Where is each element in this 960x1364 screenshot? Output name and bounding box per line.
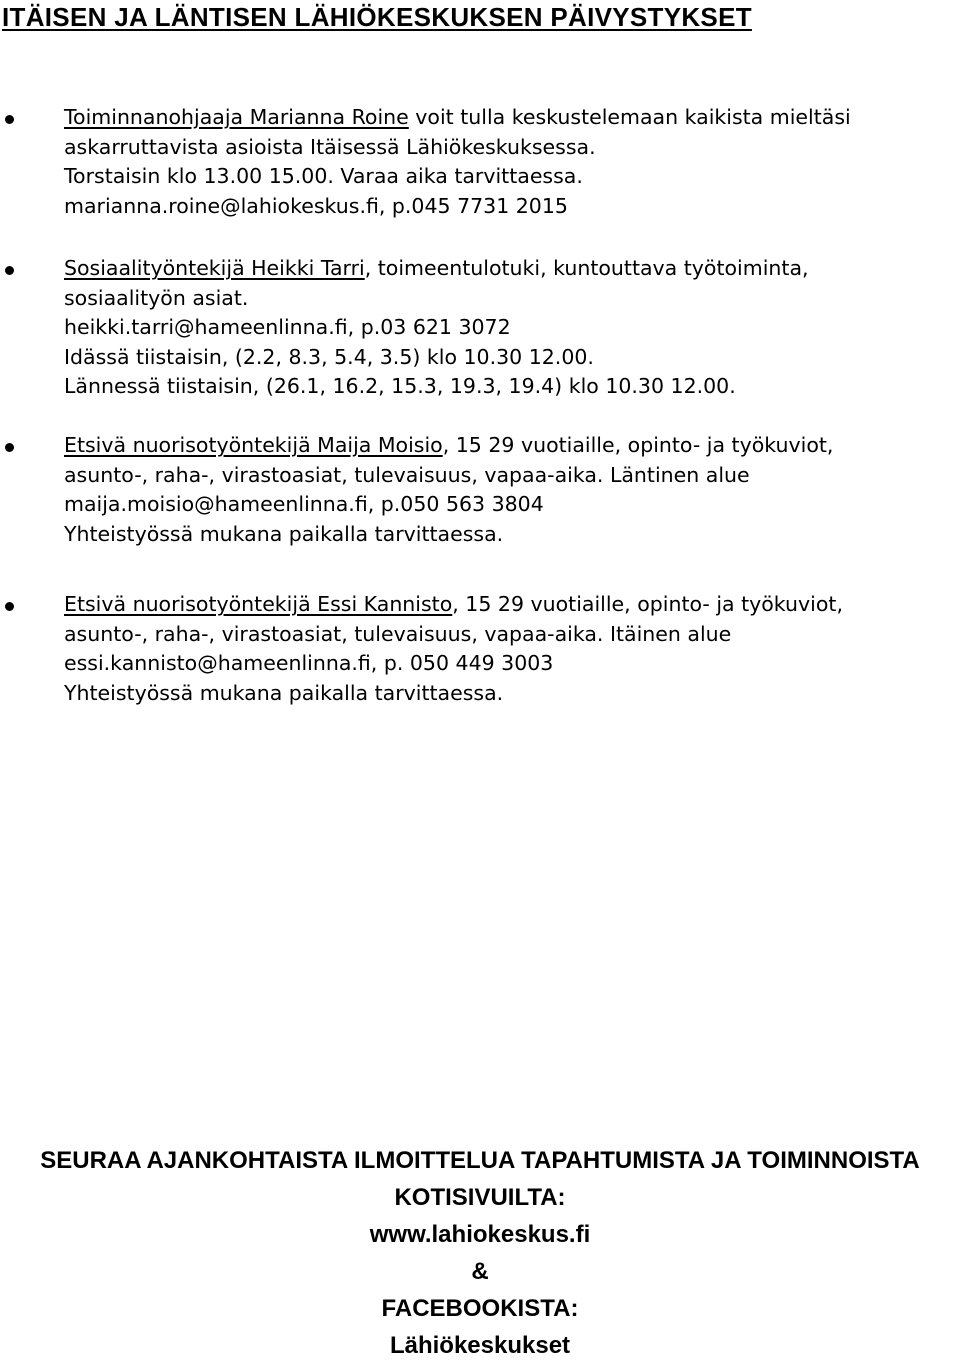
entry-text: [64, 254, 954, 402]
entry-line: Yhteistyössä mukana paikalla tarvittaessa.: [64, 521, 504, 546]
entry-description: , 15 29 vuotiaille, opinto- ja työkuviot,: [442, 433, 834, 457]
page-title: ITÄISEN JA LÄNTISEN LÄHIÖKESKUKSEN PÄIVYSTYKSET: [2, 2, 752, 32]
footer-heading: FACEBOOKISTA:: [381, 1295, 579, 1322]
entry-line: [64, 590, 954, 620]
footer: [0, 1142, 960, 1364]
entry-description: , 15 29 vuotiaille, opinto- ja työkuviot,: [452, 592, 843, 616]
entry-hours: Torstaisin klo 13.00 15.00. Varaa aika tarvittaessa.: [64, 164, 583, 188]
entry-contact-info: marianna.roine@lahiokeskus.fi, p.045 7731 2015: [64, 193, 568, 218]
entry-line: [64, 254, 954, 284]
footer-heading: KOTISIVUILTA:: [394, 1184, 566, 1211]
contact-name: Toiminnanohjaaja Marianna Roine: [64, 105, 409, 129]
entry-description: voit tulla keskustelemaan kaikista mieltäsi: [408, 105, 851, 129]
contact-name: Sosiaalityöntekijä Heikki Tarri: [64, 256, 365, 280]
bullet-icon: [5, 115, 14, 124]
entry-line: asunto-, raha-, virastoasiat, tulevaisuus, vapaa-aika. Läntinen alue: [64, 462, 750, 487]
facebook-page-name: Lähiökeskukset: [389, 1332, 571, 1359]
entry-line: [64, 103, 954, 133]
entry-text: [64, 103, 954, 221]
entry-hours: Lännessä tiistaisin, (26.1, 16.2, 15.3, 19.3, 19.4) klo 10.30 12.00.: [64, 374, 736, 398]
entry-contact-info: maija.moisio@hameenlinna.fi, p.050 563 3804: [64, 492, 544, 516]
bullet-icon: [5, 602, 14, 611]
website-url: www.lahiokeskus.fi: [369, 1221, 591, 1248]
entry-line: [64, 431, 954, 461]
footer-heading: SEURAA AJANKOHTAISTA ILMOITTELUA TAPAHTUMISTA JA TOIMINNOISTA: [40, 1147, 920, 1174]
entry-text: [64, 431, 954, 549]
footer-ampersand: &: [471, 1258, 489, 1285]
entry-description: , toimeentulotuki, kuntouttava työtoiminta,: [364, 256, 809, 280]
entry-text: [64, 590, 954, 708]
entry-line: asunto-, raha-, virastoasiat, tulevaisuus, vapaa-aika. Itäinen alue: [64, 621, 732, 646]
entry-contact-info: essi.kannisto@hameenlinna.fi, p. 050 449 3003: [64, 651, 554, 675]
bullet-icon: [5, 266, 14, 275]
entry-hours: Idässä tiistaisin, (2.2, 8.3, 5.4, 3.5) klo 10.30 12.00.: [64, 344, 594, 369]
entry-line: sosiaalityön asiat.: [64, 285, 249, 310]
bullet-icon: [5, 443, 14, 452]
entry-line: askarruttavista asioista Itäisessä Lähiökeskuksessa.: [64, 134, 596, 159]
contact-name: Etsivä nuorisotyöntekijä Essi Kannisto: [64, 592, 453, 616]
contact-name: Etsivä nuorisotyöntekijä Maija Moisio: [64, 433, 443, 457]
entry-contact-info: heikki.tarri@hameenlinna.fi, p.03 621 3072: [64, 315, 511, 339]
entry-line: Yhteistyössä mukana paikalla tarvittaessa.: [64, 680, 504, 705]
